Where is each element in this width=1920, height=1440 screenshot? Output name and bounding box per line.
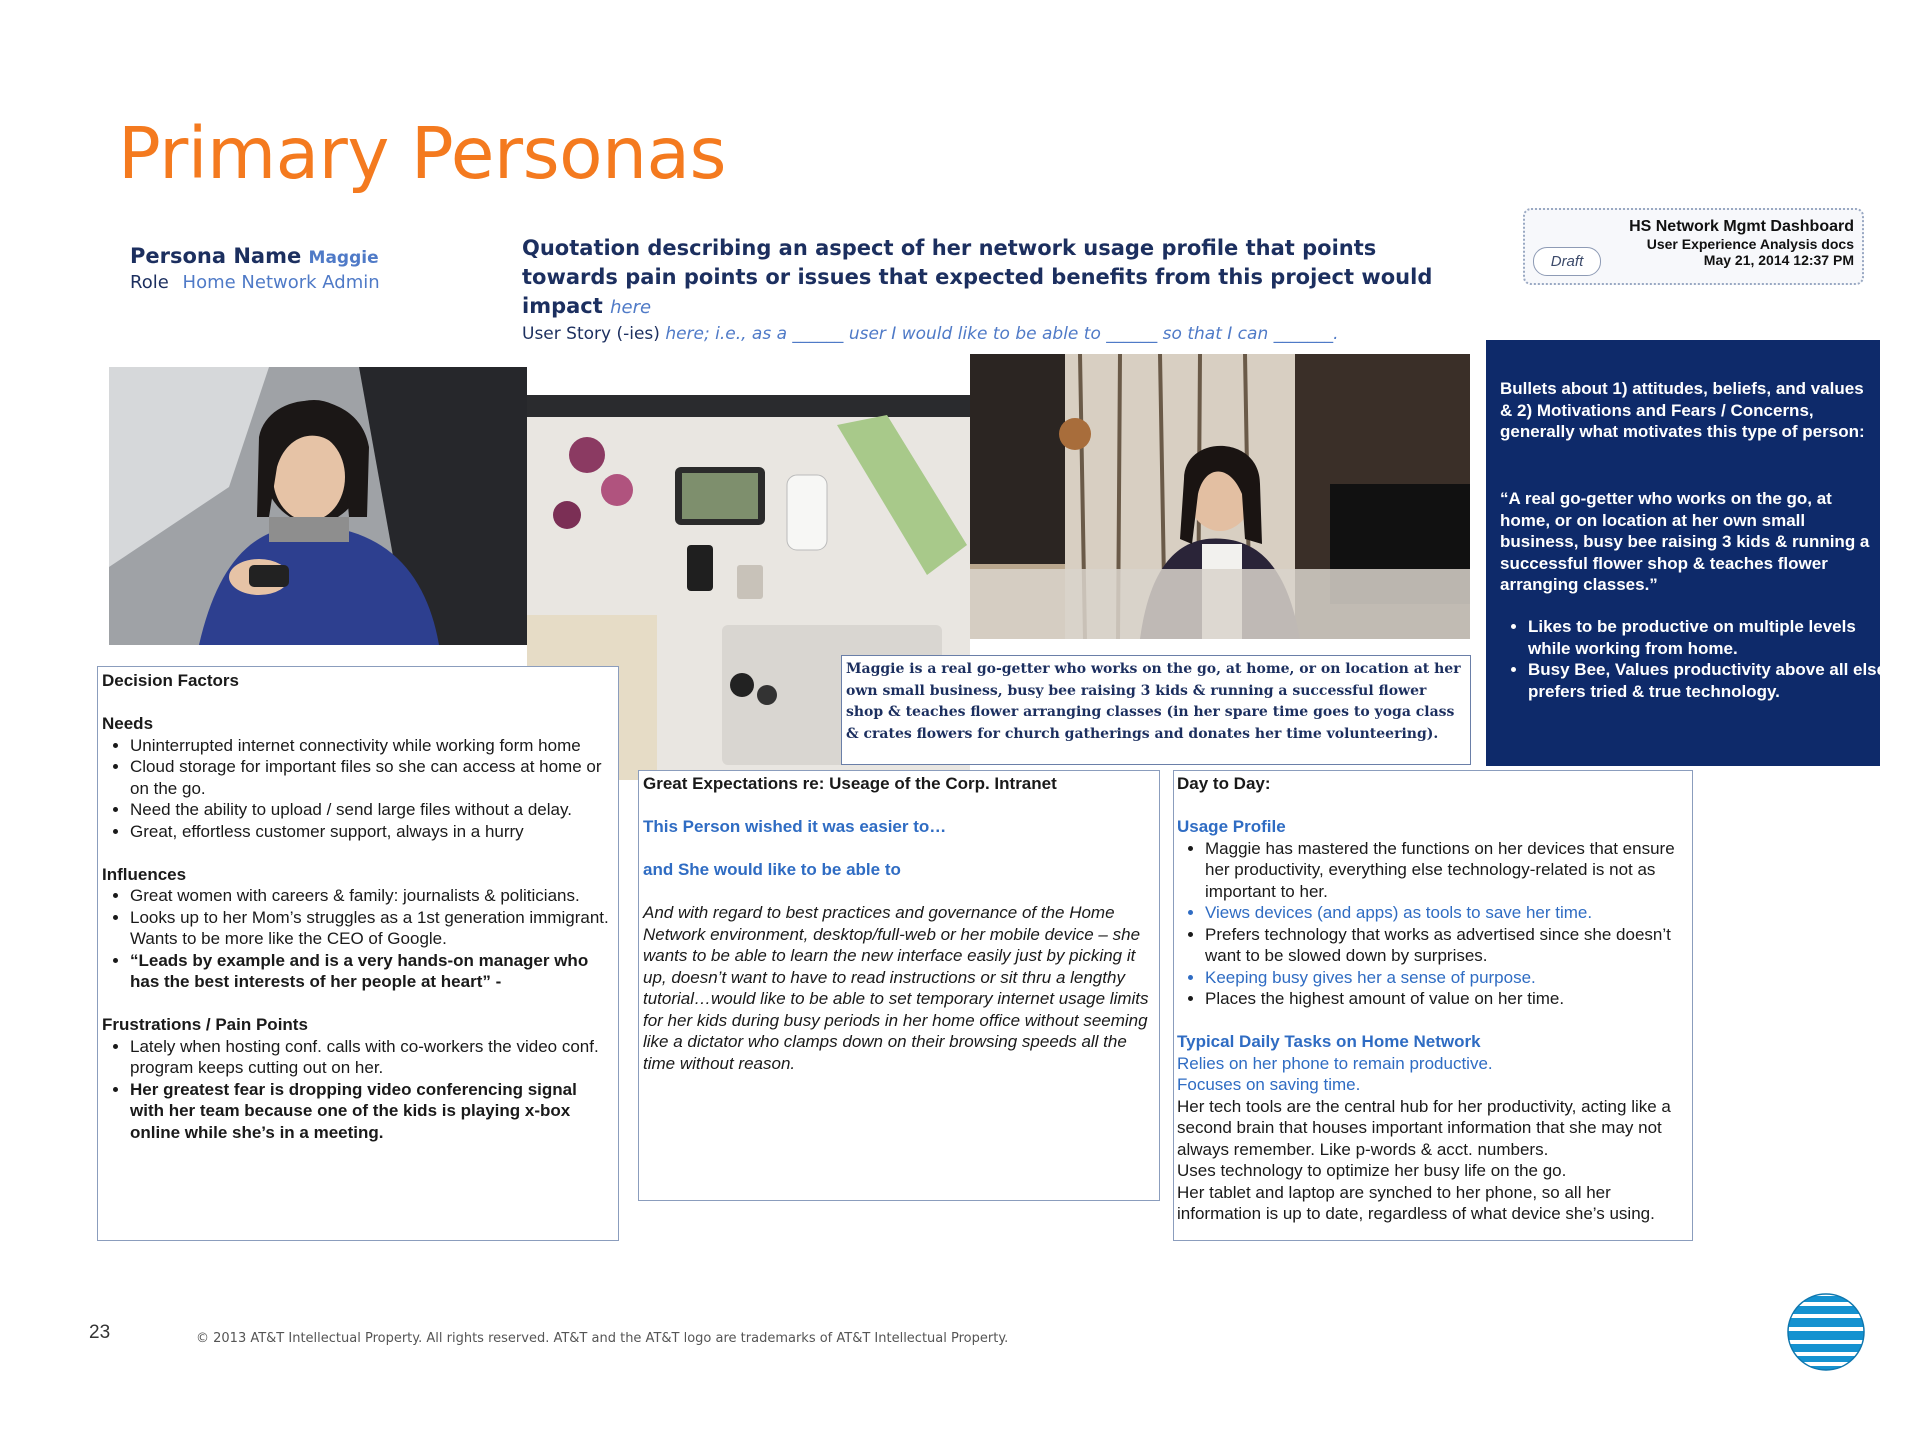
daily-tasks-heading: Typical Daily Tasks on Home Network — [1177, 1032, 1481, 1051]
attitudes-intro: Bullets about 1) attitudes, beliefs, and values & 2) Motivations and Fears / Concerns, generally what motivates this type of person: — [1500, 379, 1865, 441]
doc-subtitle: User Experience Analysis docs — [1646, 236, 1854, 252]
quotation-text: Quotation describing an aspect of her network usage profile that points towards pain points or issues that expected benefits from this project would impact — [522, 236, 1433, 318]
day-to-day-panel — [1173, 770, 1693, 1241]
att-globe-icon — [1786, 1292, 1866, 1372]
persona-name-value: Maggie — [308, 248, 379, 268]
tasks-line: Her tablet and laptop are synched to her phone, so all her information is up to date, regardless of what device she’s using. — [1177, 1182, 1655, 1223]
slide-title: Primary Personas — [118, 112, 727, 195]
list-item: • Maggie has mastered the functions on her devices that ensure her productivity, everything else technology-related is not as important to her. — [1205, 838, 1689, 903]
persona-photo-car — [109, 367, 527, 645]
list-item: • Prefers technology that works as advertised since she doesn’t want to be slowed down by surprises. — [1205, 924, 1689, 967]
tasks-line: Focuses on saving time. — [1177, 1075, 1361, 1094]
draft-badge[interactable]: Draft — [1533, 247, 1601, 276]
list-item: • Cloud storage for important files so she can access at home or on the go. — [130, 756, 614, 799]
expectations-panel — [638, 770, 1160, 1201]
list-item: • Need the ability to upload / send large files without a delay. — [130, 799, 614, 821]
persona-header — [130, 244, 380, 293]
frustrations-list — [102, 1036, 614, 1144]
like-to-heading: and She would like to be able to — [643, 860, 901, 879]
flower-shop-photo — [970, 354, 1470, 639]
list-item: • Great, effortless customer support, always in a hurry — [130, 821, 614, 843]
list-item: • Busy Bee, Values productivity above all else, prefers tried & true technology. — [1528, 659, 1903, 702]
attitudes-beliefs-panel — [1486, 340, 1891, 766]
persona-quote: “A real go-getter who works on the go, at home, or on location at her own small business, busy bee raising 3 kids & running a successful flower shop & teaches flower arranging classes.” — [1500, 489, 1870, 594]
list-item: • Views devices (and apps) as tools to save her time. — [1205, 902, 1689, 924]
persona-photo-car-drawing — [109, 367, 527, 645]
quotation-here: here — [610, 297, 652, 318]
motivation-list — [1500, 616, 1903, 702]
persona-role-value: Home Network Admin — [182, 272, 380, 293]
document-info-box — [1523, 208, 1864, 285]
list-item: • Her greatest fear is dropping video conferencing signal with her team because one of the kids is playing x-box online while she’s in a meeting. — [130, 1079, 614, 1144]
list-item: • Great women with careers & family: journalists & politicians. — [130, 885, 614, 907]
list-item: • Looks up to her Mom’s struggles as a 1st generation immigrant. Wants to be more like the CEO of Google. — [130, 907, 614, 950]
influences-heading: Influences — [102, 864, 187, 884]
list-item: • Places the highest amount of value on her time. — [1205, 988, 1689, 1010]
list-item: • Likes to be productive on multiple levels while working from home. — [1528, 616, 1903, 659]
needs-list — [102, 735, 614, 843]
list-item: • Lately when hosting conf. calls with co-workers the video conf. program keeps cutting out on her. — [130, 1036, 614, 1079]
flower-shop-drawing — [970, 354, 1470, 639]
list-item: • Uninterrupted internet connectivity while working form home — [130, 735, 614, 757]
doc-title: HS Network Mgmt Dashboard — [1629, 218, 1854, 235]
doc-date: May 21, 2014 12:37 PM — [1703, 252, 1854, 268]
wished-heading: This Person wished it was easier to… — [643, 817, 947, 836]
user-story-label: User Story (-ies) — [522, 324, 660, 344]
persona-name-label: Persona Name — [130, 244, 302, 268]
usage-list — [1177, 838, 1689, 1010]
panel-heading: Decision Factors — [102, 671, 239, 690]
page-number: 23 — [89, 1322, 111, 1343]
user-story-text: here; i.e., as a ______ user I would like to be able to ______ so that I can _______. — [665, 324, 1339, 344]
tasks-line: Uses technology to optimize her busy life on the go. — [1177, 1161, 1567, 1180]
panel-heading: Day to Day: — [1177, 774, 1271, 793]
influences-list — [102, 885, 614, 993]
decision-factors-panel — [97, 666, 619, 1241]
copyright-notice: © 2013 AT&T Intellectual Property. All rights reserved. AT&T and the AT&T logo are trademarks of AT&T Intellectual Property. — [196, 1331, 1009, 1346]
frustrations-heading: Frustrations / Pain Points — [102, 1015, 308, 1034]
list-item: • Keeping busy gives her a sense of purpose. — [1205, 967, 1689, 989]
persona-summary-box: Maggie is a real go-getter who works on the go, at home, or on location at her own small business, busy bee raising 3 kids & running a successful flower shop & teaches flower arranging classes (in her spare time goes to yoga class & crates flowers for church gatherings and donates her time volunteering). — [841, 655, 1471, 765]
att-globe-drawing — [1786, 1292, 1866, 1372]
usage-profile-heading: Usage Profile — [1177, 817, 1286, 836]
tasks-line: Her tech tools are the central hub for her productivity, acting like a second brain that houses important information that she may not always remember. Like p-words & acct. numbers. — [1177, 1096, 1671, 1159]
panel-heading: Great Expectations re: Useage of the Corp. Intranet — [643, 774, 1057, 793]
persona-role-label: Role — [130, 272, 169, 293]
needs-heading: Needs — [102, 714, 154, 733]
tasks-line: Relies on her phone to remain productive. — [1177, 1053, 1493, 1073]
expectations-body: And with regard to best practices and governance of the Home Network environment, desktop/full-web or her mobile device – she wants to be able to learn the new interface easily just by picking it up, doesn’t want to have to read instructions or sit thru a lengthy tutorial…would like to be able to set temporary internet usage limits for her kids during busy periods in her home office without seeming like a dictator who clamps down on their browsing speeds all the time without reason. — [643, 903, 1149, 1073]
list-item: • “Leads by example and is a very hands-on manager who has the best interests of her people at heart” - — [130, 950, 614, 993]
quotation-block — [522, 234, 1442, 344]
